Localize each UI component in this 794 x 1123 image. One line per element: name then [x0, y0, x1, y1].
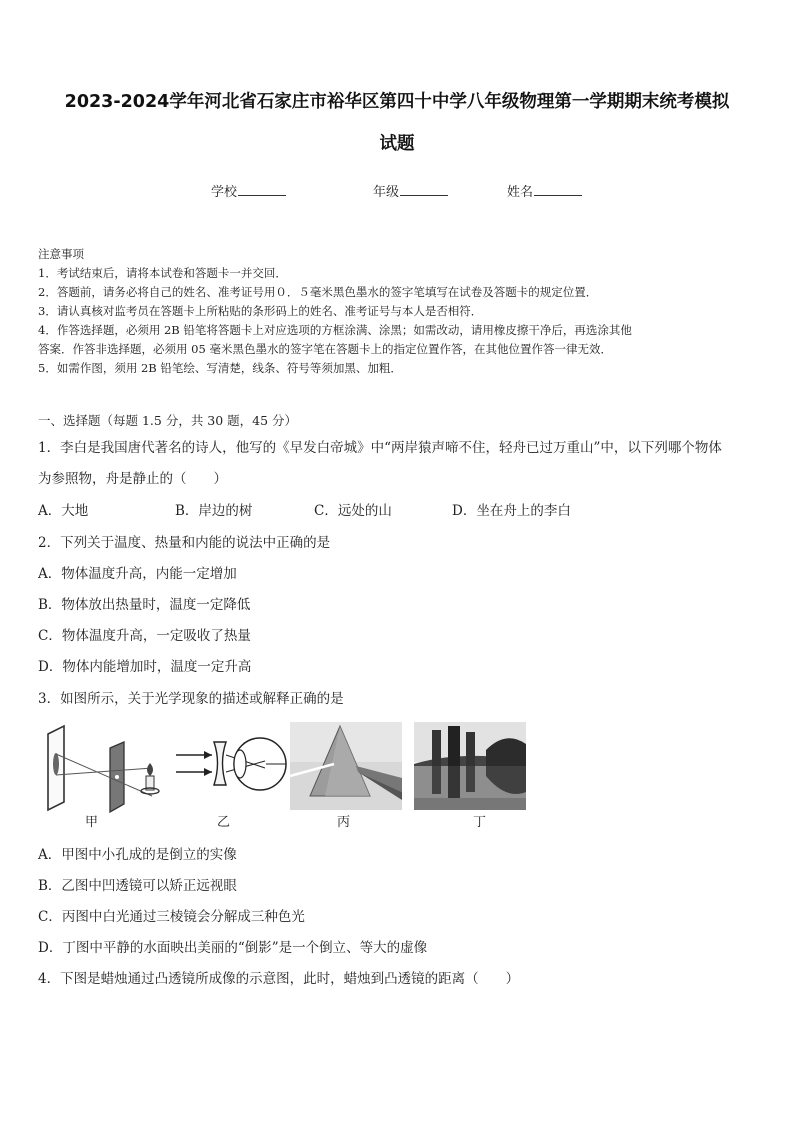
exam-notes [38, 245, 758, 378]
caption-bing: 丙 [337, 815, 351, 830]
school-label: 学校 [211, 185, 238, 200]
optics-figure [40, 720, 530, 832]
name-label: 姓名 [507, 185, 534, 200]
q3-option-a: A．甲图中小孔成的是倒立的实像 [38, 847, 237, 863]
prism-photo [290, 722, 402, 810]
note-item: 2．答题前，请务必将自己的姓名、准考证号用０．５毫米黑色墨水的签字笔填写在试卷及答题卡的规定位置． [38, 285, 598, 299]
pinhole-diagram [48, 726, 159, 812]
q2-option-c: C．物体温度升高，一定吸收了热量 [38, 628, 251, 644]
school-blank [238, 182, 286, 196]
exam-title-line1: 2023-2024学年河北省石家庄市裕华区第四十中学八年级物理第一学期期末统考模拟 [64, 92, 730, 112]
q3-option-c: C．丙图中白光通过三棱镜会分解成三种色光 [38, 909, 305, 925]
grade-blank [400, 182, 448, 196]
q1-stem-line2: 为参照物，舟是静止的（ ） [38, 471, 227, 487]
note-item: 3．请认真核对监考员在答题卡上所粘贴的条形码上的姓名、准考证号与本人是否相符． [38, 304, 483, 318]
caption-jia: 甲 [85, 815, 99, 830]
optics-figure-svg [40, 720, 530, 832]
eye-lens-diagram [176, 738, 286, 790]
note-item: 1．考试结束后，请将本试卷和答题卡一并交回． [38, 266, 287, 280]
notes-heading: 注意事项 [38, 247, 84, 261]
q1-option-c: C．远处的山 [314, 503, 392, 519]
q3-option-d: D．丁图中平静的水面映出美丽的“倒影”是一个倒立、等大的虚像 [38, 940, 428, 956]
q2-stem: 2．下列关于温度、热量和内能的说法中正确的是 [38, 535, 331, 551]
school-field [211, 181, 286, 200]
grade-label: 年级 [373, 185, 400, 200]
q1-option-a: A．大地 [38, 503, 89, 519]
q3-option-b: B．乙图中凹透镜可以矫正远视眼 [38, 878, 237, 894]
note-item: 答案．作答非选择题，必须用 05 毫米黑色墨水的签字笔在答题卡上的指定位置作答，在其他位置作答一律无效． [38, 342, 612, 356]
caption-ding: 丁 [473, 815, 487, 830]
exam-title-line2: 试题 [379, 134, 415, 154]
name-blank [534, 182, 582, 196]
q1-option-d: D．坐在舟上的李白 [452, 503, 571, 519]
q2-option-d: D．物体内能增加时，温度一定升高 [38, 659, 252, 675]
grade-field [373, 181, 448, 200]
q4-stem: 4．下图是蜡烛通过凸透镜所成像的示意图，此时，蜡烛到凸透镜的距离（ ） [38, 971, 520, 987]
name-field [507, 181, 582, 200]
q3-stem: 3．如图所示，关于光学现象的描述或解释正确的是 [38, 691, 344, 707]
section-heading: 一、选择题（每题 1.5 分，共 30 题，45 分） [38, 413, 298, 428]
caption-yi: 乙 [217, 815, 231, 830]
note-item: 5．如需作图，须用 2B 铅笔绘、写清楚，线条、符号等须加黑、加粗． [38, 361, 402, 375]
reflection-photo [414, 722, 526, 810]
note-item: 4．作答选择题，必须用 2B 铅笔将答题卡上对应选项的方框涂满、涂黑；如需改动，请用橡皮擦干净后，再选涂其他 [38, 323, 632, 337]
q2-option-a: A．物体温度升高，内能一定增加 [38, 566, 237, 582]
q2-option-b: B．物体放出热量时，温度一定降低 [38, 597, 251, 613]
q1-stem-line1: 1．李白是我国唐代著名的诗人，他写的《早发白帝城》中“两岸猿声啼不住，轻舟已过万重山”中，以下列哪个物体 [38, 440, 722, 456]
q1-option-b: B．岸边的树 [175, 503, 253, 519]
